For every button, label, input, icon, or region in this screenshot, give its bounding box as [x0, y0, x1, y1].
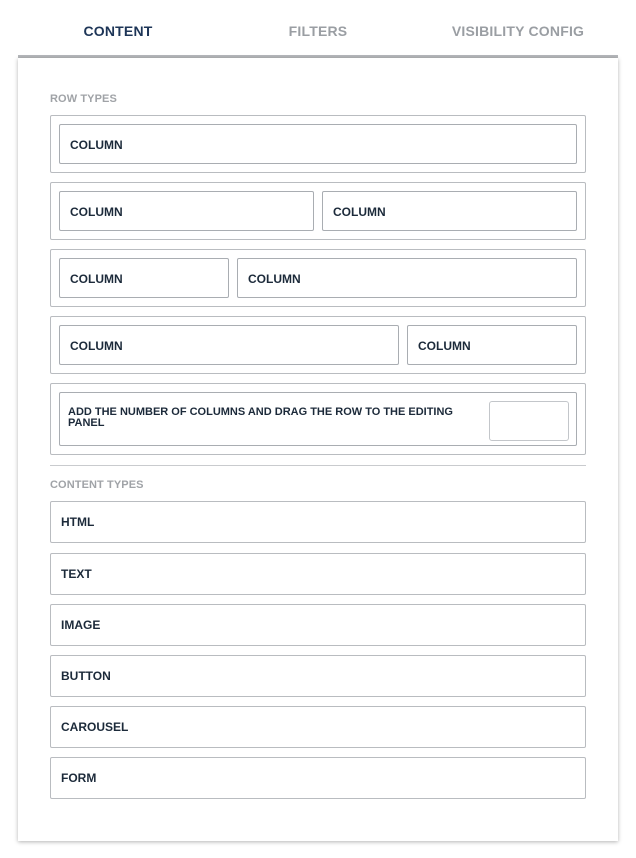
row-column[interactable] [407, 325, 577, 365]
custom-row-inner [59, 392, 577, 446]
content-type-label: FORM [61, 771, 97, 785]
column-label: COLUMN [333, 205, 386, 219]
content-type-text[interactable] [50, 553, 586, 595]
tab-content-label: CONTENT [83, 23, 153, 39]
column-label: COLUMN [70, 339, 123, 353]
tab-visibility-config-label: VISIBILITY CONFIG [451, 23, 585, 39]
row-type-custom-columns[interactable] [50, 383, 586, 455]
column-label: COLUMN [70, 272, 123, 286]
row-type-single-column[interactable] [50, 115, 586, 173]
content-type-button[interactable] [50, 655, 586, 697]
content-types-heading: CONTENT TYPES [50, 479, 144, 491]
custom-row-instructions: ADD THE NUMBER OF COLUMNS AND DRAG THE ROW TO THE EDITING PANEL [68, 406, 453, 429]
tab-content[interactable] [18, 0, 218, 58]
column-count-input[interactable] [489, 401, 569, 441]
row-column[interactable] [59, 258, 229, 298]
section-divider [50, 465, 586, 466]
tab-bar [18, 0, 618, 58]
content-type-label: CAROUSEL [61, 720, 129, 734]
content-type-label: IMAGE [61, 618, 101, 632]
content-type-carousel[interactable] [50, 706, 586, 748]
row-column[interactable] [59, 124, 577, 164]
tab-filters[interactable] [218, 0, 418, 58]
content-type-form[interactable] [50, 757, 586, 799]
content-panel [18, 58, 618, 841]
content-type-label: BUTTON [61, 669, 111, 683]
content-type-label: HTML [61, 515, 95, 529]
content-type-html[interactable] [50, 501, 586, 543]
row-type-wide-narrow-columns[interactable] [50, 316, 586, 374]
row-type-narrow-wide-columns[interactable] [50, 249, 586, 307]
row-column[interactable] [322, 191, 577, 231]
column-label: COLUMN [248, 272, 301, 286]
content-type-label: TEXT [61, 567, 92, 581]
row-type-two-equal-columns[interactable] [50, 182, 586, 240]
column-label: COLUMN [70, 138, 123, 152]
row-column[interactable] [237, 258, 577, 298]
content-type-image[interactable] [50, 604, 586, 646]
column-label: COLUMN [70, 205, 123, 219]
row-column[interactable] [59, 191, 314, 231]
tab-visibility-config[interactable] [418, 0, 618, 58]
column-label: COLUMN [418, 339, 471, 353]
row-types-heading: ROW TYPES [50, 93, 117, 105]
row-column[interactable] [59, 325, 399, 365]
tab-filters-label: FILTERS [288, 23, 348, 39]
